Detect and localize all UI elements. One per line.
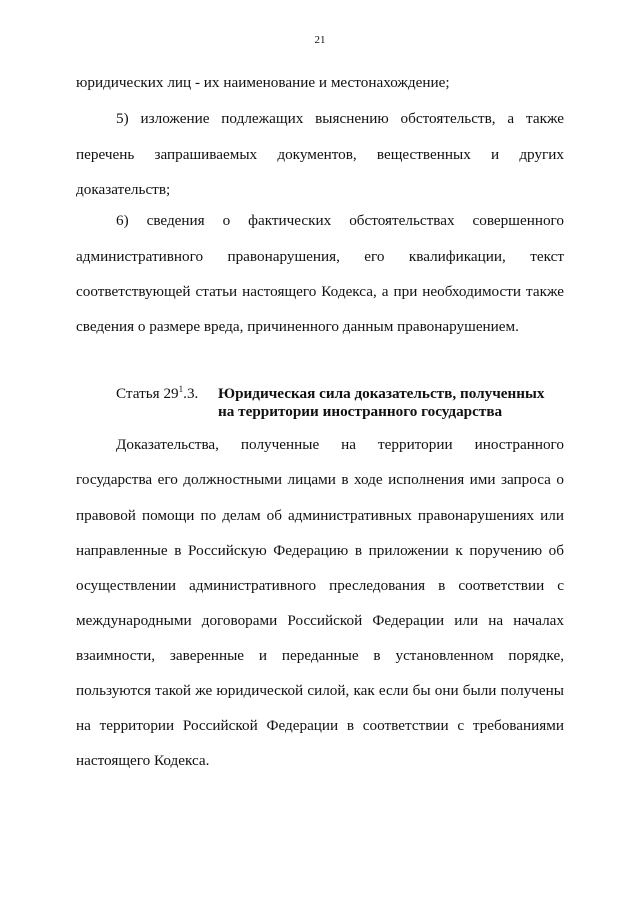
text-line: перечень запрашиваемых документов, вещественных и других xyxy=(76,146,564,163)
text-line: административного правонарушения, его квалификации, текст xyxy=(76,248,564,265)
text-line: осуществлении административного преследования в соответствии с xyxy=(76,577,564,594)
text-line: пользуются такой же юридической силой, как если бы они были получены xyxy=(76,682,564,699)
text-line: настоящего Кодекса. xyxy=(76,752,210,769)
text-line: направленные в Российскую Федерацию в приложении к поручению об xyxy=(76,542,564,559)
text-line: международными договорами Российской Федерации или на началах xyxy=(76,612,564,629)
text-line: 5) изложение подлежащих выяснению обстоятельств, а также xyxy=(116,110,564,127)
article-number-superscript: 1 xyxy=(178,384,184,394)
text-line: сведения о размере вреда, причиненного данным правонарушением. xyxy=(76,318,519,335)
text-line: соответствующей статьи настоящего Кодекса, а при необходимости также xyxy=(76,283,564,300)
text-line: доказательств; xyxy=(76,181,171,198)
article-number: Статья $29^1.3$. xyxy=(116,384,199,402)
page-number: 21 xyxy=(314,34,326,46)
text-line: на территории Российской Федерации в соответствии с требованиями xyxy=(76,717,564,734)
text-line: взаимности, заверенные и переданные в установленном порядке, xyxy=(76,647,564,664)
text-line: Доказательства, полученные на территории иностранного xyxy=(116,436,564,453)
text-line: 6) сведения о фактических обстоятельствах совершенного xyxy=(116,212,564,229)
article-title: Юридическая сила доказательств, полученных на территории иностранного государства xyxy=(218,385,545,420)
text-line: правовой помощи по делам об административных правонарушениях или xyxy=(76,507,564,524)
text-line: государства его должностными лицами в ходе исполнения ими запроса о xyxy=(76,471,564,488)
text-line: юридических лиц - их наименование и местонахождение; xyxy=(76,74,450,91)
